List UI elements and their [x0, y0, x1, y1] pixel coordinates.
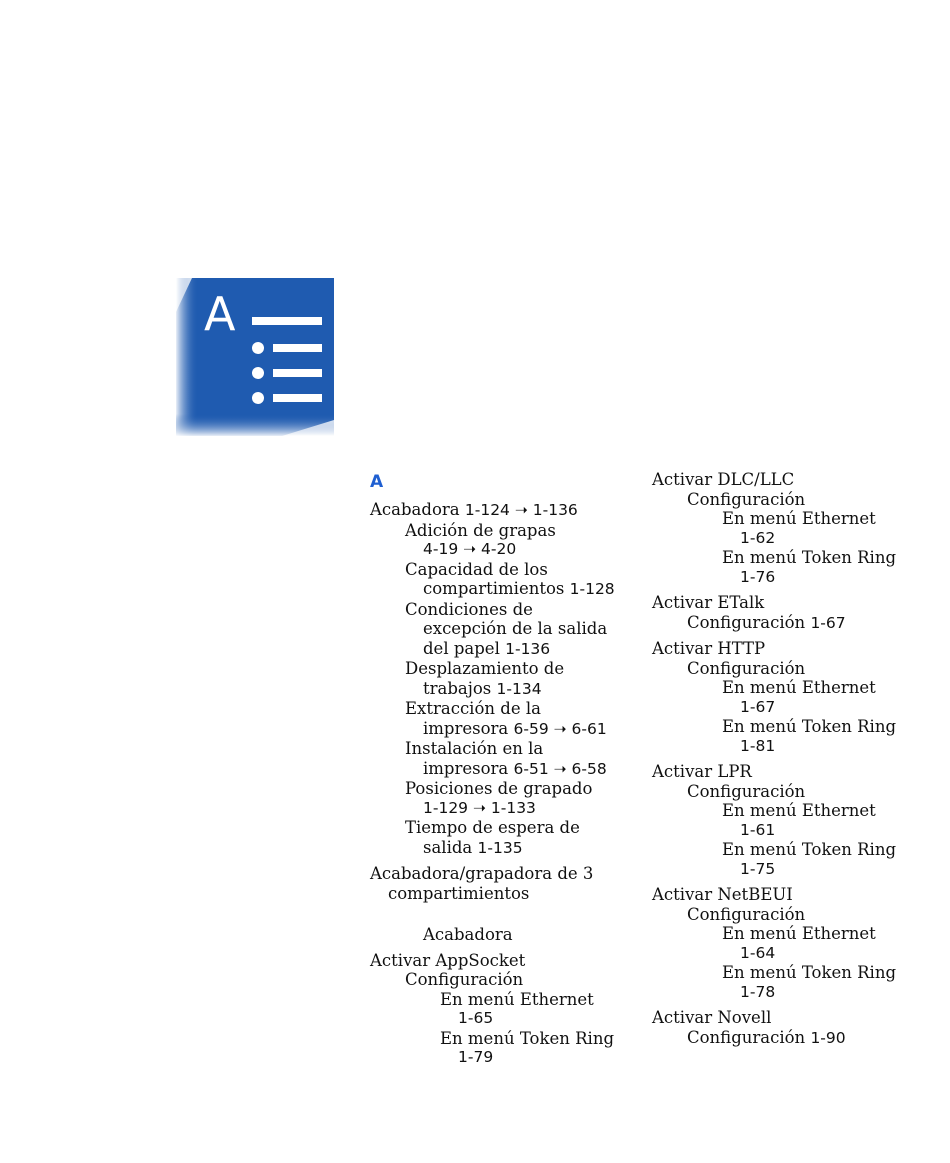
subentry: Tiempo de espera de [405, 818, 580, 837]
page-ref[interactable]: 1-61 [740, 820, 776, 839]
index-entry-etalk [652, 593, 942, 633]
subentry: Configuración [405, 970, 524, 989]
page-ref[interactable]: 1-81 [740, 736, 776, 755]
entry-heading: Acabadora [370, 500, 460, 519]
page-ref[interactable]: 1-134 [496, 679, 542, 698]
entry-heading-cont: compartimientos [388, 883, 530, 903]
subentry: Configuración [687, 489, 806, 509]
subentry: Configuración [687, 612, 806, 632]
entry-heading: Acabadora/grapadora de 3 [370, 864, 594, 883]
subentry: Capacidad de los [405, 559, 548, 579]
subsubentry: En menú Ethernet [722, 509, 876, 528]
subentry-cont: del papel [423, 638, 500, 658]
subsubentry: En menú Token Ring [722, 717, 897, 736]
subentry: Configuración [687, 658, 806, 678]
subentry: Instalación en la [405, 739, 544, 758]
subentry: Condiciones de [405, 599, 533, 619]
entry-heading: Activar AppSocket [370, 950, 526, 970]
index-entry-appsocket [370, 951, 630, 1068]
index-list-icon [174, 276, 336, 438]
index-entry-acabadora [370, 500, 630, 858]
icon-letter: A [204, 287, 236, 341]
subsubentry: En menú Token Ring [722, 963, 897, 982]
index-entry-novell [652, 1008, 942, 1048]
page-ref[interactable]: 1-79 [458, 1048, 494, 1066]
page-ref[interactable]: 6-59 ➝ 6-61 [513, 719, 607, 738]
page-ref[interactable]: 1-65 [458, 1009, 494, 1027]
page-ref[interactable]: 6-51 ➝ 6-58 [513, 759, 607, 778]
subentry-cont: trabajos [423, 678, 492, 698]
page-ref[interactable]: 1-90 [810, 1028, 846, 1047]
subentry: Configuración [687, 1027, 806, 1047]
subsubentry: En menú Token Ring [440, 1028, 615, 1048]
page-ref[interactable]: 1-124 ➝ 1-136 [464, 501, 578, 519]
see-reference[interactable]: Acabadora [423, 925, 513, 944]
subentry: Configuración [687, 904, 806, 924]
subsubentry: En menú Ethernet [722, 678, 876, 697]
page-ref[interactable]: 1-67 [740, 697, 776, 716]
page-ref[interactable]: 1-129 ➝ 1-133 [423, 798, 536, 817]
subsubentry: En menú Ethernet [440, 989, 594, 1009]
page-ref[interactable]: 1-75 [740, 859, 776, 878]
subentry: Adición de grapas [405, 520, 556, 540]
entry-heading: Activar LPR [652, 762, 752, 781]
section-letter: A [370, 472, 384, 492]
subsubentry: En menú Ethernet [722, 924, 876, 943]
subentry-cont: impresora [423, 718, 509, 738]
index-entry-dlc [652, 470, 942, 587]
page-ref[interactable]: 1-62 [740, 528, 776, 547]
subsubentry: En menú Ethernet [722, 801, 876, 820]
subentry-cont: excepción de la salida [423, 619, 608, 638]
subentry-cont: salida [423, 837, 473, 857]
page-ref[interactable]: 1-128 [569, 580, 615, 598]
page-ref[interactable]: 1-78 [740, 982, 776, 1001]
index-entry-lpr [652, 762, 942, 879]
page-ref[interactable]: 1-64 [740, 943, 776, 962]
page-ref[interactable]: 4-19 ➝ 4-20 [423, 540, 517, 558]
page-ref[interactable]: 1-135 [477, 838, 523, 857]
subentry: Posiciones de grapado [405, 779, 593, 798]
page-ref[interactable]: 1-136 [505, 639, 551, 658]
entry-heading: Activar DLC/LLC [652, 470, 795, 489]
page-ref[interactable]: 1-76 [740, 567, 776, 586]
index-column-left [370, 470, 630, 1074]
page-ref[interactable]: 1-67 [810, 613, 846, 632]
subentry: Extracción de la [405, 699, 541, 718]
subentry-cont: impresora [423, 758, 509, 778]
entry-heading: Activar HTTP [652, 639, 766, 658]
subentry: Desplazamiento de [405, 659, 565, 678]
index-entry-netbeui [652, 885, 942, 1002]
entry-heading: Activar Novell [652, 1008, 772, 1027]
index-entry-http [652, 639, 942, 756]
subentry: Configuración [687, 781, 806, 801]
entry-heading: Activar NetBEUI [652, 885, 793, 904]
entry-heading: Activar ETalk [652, 593, 765, 612]
subsubentry: En menú Token Ring [722, 840, 897, 859]
index-entry-grapadora [370, 864, 630, 945]
index-column-right [652, 470, 942, 1054]
subentry-cont: compartimientos [423, 579, 565, 598]
subsubentry: En menú Token Ring [722, 548, 897, 567]
